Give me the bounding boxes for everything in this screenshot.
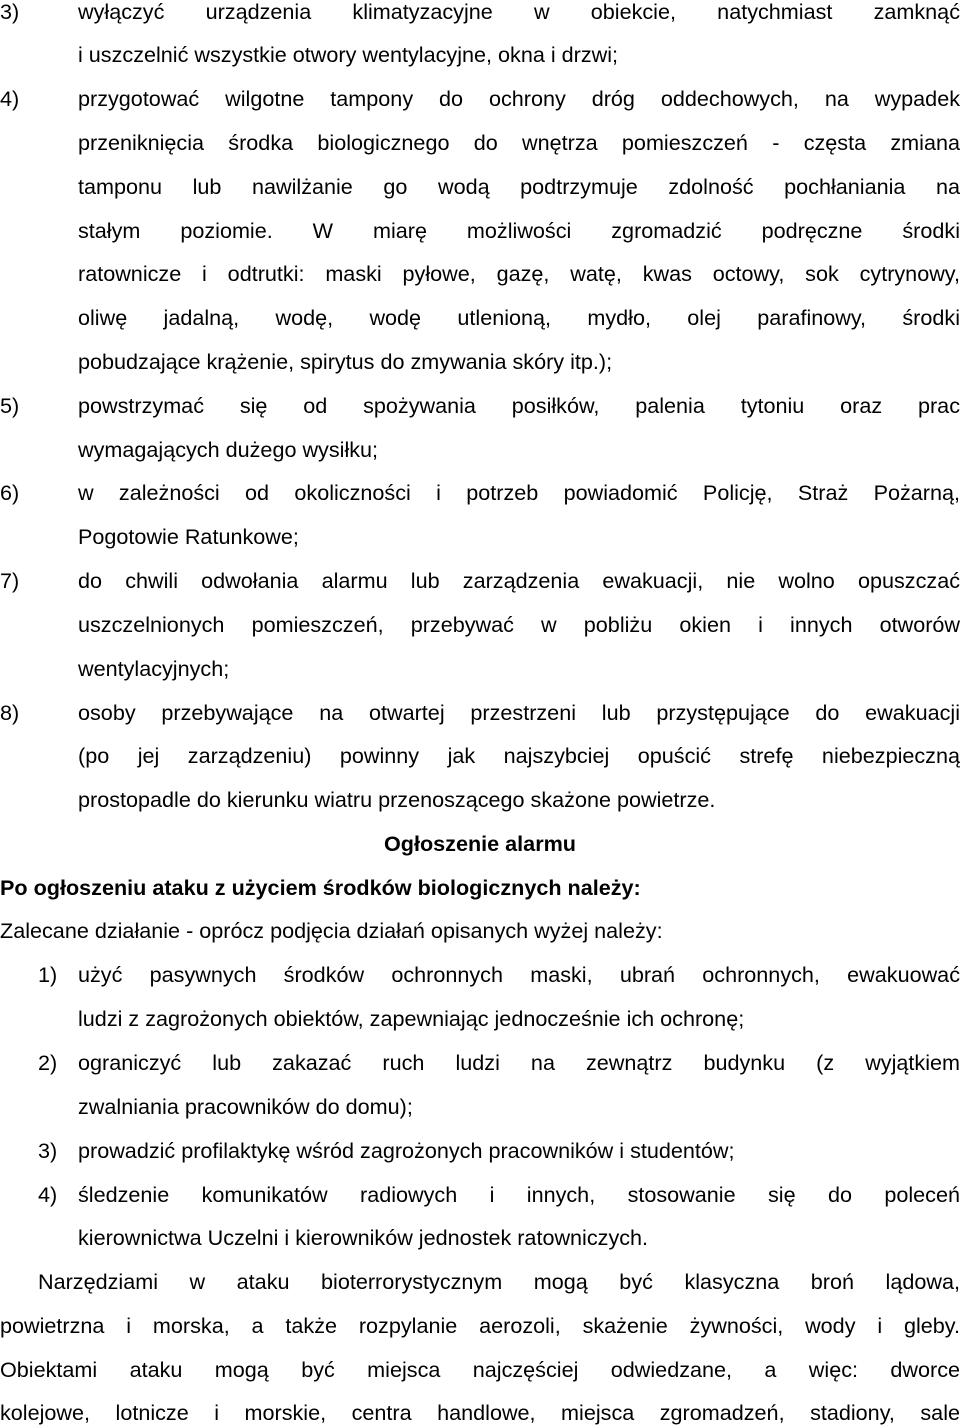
section-subtitle: Po ogłoszeniu ataku z użyciem środków biologicznych należy:	[0, 875, 641, 900]
list-item-text-line: Pogotowie Ratunkowe;	[78, 524, 299, 549]
list-item-text-line: ludzi z zagrożonych obiektów, zapewniając jednocześnie ich ochronę;	[78, 1006, 745, 1031]
paragraph-line: powietrzna i morska, a także rozpylanie aerozoli, skażenie żywności, wody i gleby.	[0, 1313, 960, 1338]
list-item-text-line: osoby przebywające na otwartej przestrzeni lub przystępujące do ewakuacji	[78, 700, 960, 725]
paragraph-line: Obiektami ataku mogą być miejsca najczęściej odwiedzane, a więc: dworce	[0, 1357, 960, 1382]
list-item-text-line: wentylacyjnych;	[78, 656, 230, 681]
list-item-text-line: do chwili odwołania alarmu lub zarządzenia ewakuacji, nie wolno opuszczać	[78, 568, 960, 593]
list-item-text-line: zwalniania pracowników do domu);	[78, 1094, 413, 1119]
list-item-text-line: ograniczyć lub zakazać ruch ludzi na zewnątrz budynku (z wyjątkiem	[78, 1050, 960, 1075]
list-item-text-line: wymagających dużego wysiłku;	[78, 437, 379, 462]
list-item-text-line: tamponu lub nawilżanie go wodą podtrzymuje zdolność pochłaniania na	[78, 174, 960, 199]
section-title: Ogłoszenie alarmu	[383, 831, 576, 856]
list-item-text-line: prostopadle do kierunku wiatru przenoszącego skażone powietrze.	[78, 787, 716, 812]
list-item-text-line: pobudzające krążenie, spirytus do zmywania skóry itp.);	[78, 349, 613, 374]
list-item-text-line: powstrzymać się od spożywania posiłków, palenia tytoniu oraz prac	[78, 393, 960, 418]
list-item-number: 5)	[0, 393, 20, 418]
list-item-number: 6)	[0, 480, 20, 505]
list-item-text-line: prowadzić profilaktykę wśród zagrożonych pracowników i studentów;	[78, 1138, 735, 1163]
list-item-number: 7)	[0, 568, 20, 593]
list-item-text-line: stałym poziomie. W miarę możliwości zgromadzić podręczne środki	[78, 218, 960, 243]
list-item-number: 3)	[0, 0, 20, 24]
list-item-text-line: i uszczelnić wszystkie otwory wentylacyjne, okna i drzwi;	[78, 42, 619, 67]
list-item-text-line: ratownicze i odtrutki: maski pyłowe, gazę, watę, kwas octowy, sok cytrynowy,	[78, 261, 960, 286]
list-item-text-line: wyłączyć urządzenia klimatyzacyjne w obiekcie, natychmiast zamknąć	[78, 0, 960, 24]
list-item-number: 2)	[38, 1050, 58, 1075]
intro-line: Zalecane działanie - oprócz podjęcia działań opisanych wyżej należy:	[0, 918, 663, 943]
list-item-number: 4)	[38, 1182, 58, 1207]
list-item-text-line: przygotować wilgotne tampony do ochrony dróg oddechowych, na wypadek	[78, 86, 960, 111]
list-item-text-line: (po jej zarządzeniu) powinny jak najszybciej opuścić strefę niebezpieczną	[78, 743, 960, 768]
list-item-text-line: w zależności od okoliczności i potrzeb powiadomić Policję, Straż Pożarną,	[78, 480, 960, 505]
list-item-text-line: oliwę jadalną, wodę, wodę utlenioną, mydło, olej parafinowy, środki	[78, 305, 960, 330]
list-item-number: 8)	[0, 700, 20, 725]
list-item-text-line: uszczelnionych pomieszczeń, przebywać w pobliżu okien i innych otworów	[78, 612, 960, 637]
list-item-number: 4)	[0, 86, 20, 111]
list-item-text-line: użyć pasywnych środków ochronnych maski, ubrań ochronnych, ewakuować	[78, 962, 960, 987]
paragraph-line: kolejowe, lotnicze i morskie, centra handlowe, miejsca zgromadzeń, stadiony, sale	[0, 1400, 960, 1425]
list-item-text-line: śledzenie komunikatów radiowych i innych, stosowanie się do poleceń	[78, 1182, 960, 1207]
list-item-text-line: kierownictwa Uczelni i kierowników jednostek ratowniczych.	[78, 1225, 649, 1250]
paragraph-line: Narzędziami w ataku bioterrorystycznym mogą być klasyczna broń lądowa,	[38, 1269, 960, 1294]
list-item-text-line: przeniknięcia środka biologicznego do wnętrza pomieszczeń - częsta zmiana	[78, 130, 960, 155]
list-item-number: 3)	[38, 1138, 58, 1163]
list-item-number: 1)	[38, 962, 58, 987]
